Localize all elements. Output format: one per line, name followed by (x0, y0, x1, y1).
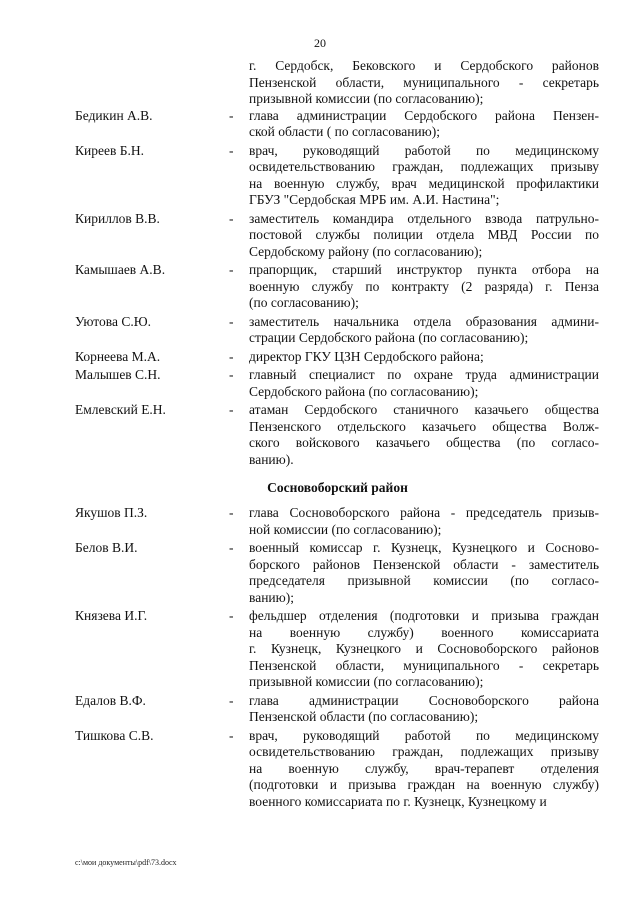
page-number: 20 (314, 36, 326, 50)
member-name: Белов В.И. (75, 540, 138, 555)
text-line: председателя призывной комиссии (по согласо- (249, 573, 599, 588)
text-line: Сердобскому району (по согласованию); (249, 243, 483, 259)
dash-separator: - (229, 505, 234, 520)
text-line: на военную службу, врач медицинской профилактики (249, 175, 599, 191)
text-line: Пензенской области, муниципального - секретарь (249, 657, 599, 673)
text-line: ванию); (249, 589, 294, 605)
member-name: Тишкова С.В. (75, 727, 154, 743)
member-role (249, 693, 599, 726)
dash-separator: - (229, 727, 234, 743)
text-line: врач, руководящий работой по медицинскому (249, 142, 599, 158)
member-role (249, 728, 599, 811)
text-line: атаман Сердобского станичного казачьего общества (249, 402, 599, 417)
text-line: освидетельствованию граждан, подлежащих призыву (249, 744, 599, 759)
text-line: Пензенской области, муниципального - секретарь (249, 74, 599, 90)
document-body (0, 58, 640, 812)
text-line: заместитель командира отдельного взвода патрульно- (249, 210, 599, 226)
member-row (0, 505, 640, 538)
member-role (249, 349, 599, 366)
text-line: на военную службу, врач-терапевт отделения (249, 760, 599, 776)
dash-separator: - (229, 402, 234, 417)
footer-file-path: c:\мои документы\pdf\73.docx (75, 858, 177, 867)
member-row (0, 608, 640, 691)
text-line: военного комиссариата по г. Кузнецк, Кузнецкому и (249, 793, 547, 809)
text-line: ванию). (249, 451, 294, 467)
member-role (249, 608, 599, 691)
text-line: призывной комиссии (по согласованию); (249, 674, 484, 689)
text-line: Пензенского отдельского казачьего общества Волж- (249, 418, 599, 434)
members-list-sosnovoborsk (0, 505, 640, 812)
dash-separator: - (229, 367, 234, 382)
member-name: Князева И.Г. (75, 608, 148, 623)
dash-separator: - (229, 540, 234, 555)
member-role (249, 367, 599, 400)
text-line: страции Сердобского района (по согласованию); (249, 330, 529, 345)
member-name: Корнеева М.А. (75, 348, 161, 364)
member-row (0, 108, 640, 141)
member-name: Бедикин А.В. (75, 107, 153, 123)
dash-separator: - (229, 313, 234, 329)
member-role (249, 540, 599, 606)
text-line: ского войскового казачьего общества (по согласо- (249, 435, 599, 450)
member-row (0, 693, 640, 726)
dash-separator: - (229, 348, 234, 364)
text-line: глава администрации Сосновоборского района (249, 692, 599, 708)
section-heading (0, 480, 640, 496)
member-name: Емлевский Е.Н. (75, 402, 166, 417)
text-line: военный комиссар г. Кузнецк, Кузнецкого и Сосново- (249, 540, 599, 555)
continuation-block (0, 58, 640, 108)
dash-separator: - (229, 142, 234, 158)
member-row (0, 349, 640, 366)
text-line: освидетельствованию граждан, подлежащих призыву (249, 159, 599, 174)
text-line: постовой службы полиции отдела МВД России по (249, 227, 599, 242)
member-row (0, 143, 640, 209)
member-row (0, 211, 640, 261)
text-line: (подготовки и призыва граждан на военную службу) (249, 777, 599, 792)
text-line: врач, руководящий работой по медицинскому (249, 727, 599, 743)
continuation-text (249, 58, 599, 108)
member-role (249, 505, 599, 538)
member-name: Камышаев А.В. (75, 262, 166, 277)
text-line: глава Сосновоборского района - председатель призыв- (249, 505, 599, 520)
member-row (0, 540, 640, 606)
member-row (0, 314, 640, 347)
member-name: Едалов В.Ф. (75, 692, 146, 708)
text-line: фельдшер отделения (подготовки и призыва граждан (249, 608, 599, 623)
member-row (0, 728, 640, 811)
member-name: Малышев С.Н. (75, 367, 161, 382)
member-row (0, 367, 640, 400)
text-line: заместитель начальника отдела образования админи- (249, 313, 599, 329)
dash-separator: - (229, 107, 234, 123)
text-line: борского районов Пензенской области - заместитель (249, 556, 599, 572)
dash-separator: - (229, 608, 234, 623)
text-line: ной комиссии (по согласованию); (249, 521, 442, 537)
dash-separator: - (229, 210, 234, 226)
member-name: Уютова С.Ю. (75, 313, 151, 329)
text-line: ГБУЗ "Сердобская МРБ им. А.И. Настина"; (249, 192, 500, 207)
text-line: г. Кузнецк, Кузнецкого и Сосновоборского районов (249, 641, 599, 656)
member-role (249, 314, 599, 347)
text-line: Сердобского района (по согласованию); (249, 383, 479, 399)
member-role (249, 211, 599, 261)
text-line: г. Сердобск, Бековского и Сердобского районов (249, 58, 599, 73)
text-line: прапорщик, старший инструктор пункта отбора на (249, 262, 599, 277)
member-role (249, 108, 599, 141)
text-line: главный специалист по охране труда администрации (249, 367, 599, 382)
dash-separator: - (229, 262, 234, 277)
text-line: директор ГКУ ЦЗН Сердобского района; (249, 348, 484, 364)
member-name: Кириллов В.В. (75, 210, 160, 226)
member-row (0, 262, 640, 312)
text-line: ской области ( по согласованию); (249, 124, 440, 139)
member-name: Киреев Б.Н. (75, 142, 144, 158)
text-line: военную службу по контракту (2 разряда) г. Пенза (249, 278, 599, 294)
section-heading-text: Сосновоборский район (267, 480, 408, 495)
text-line: на военную службу) военного комиссариата (249, 624, 599, 640)
text-line: призывной комиссии (по согласованию); (249, 91, 484, 106)
text-line: (по согласованию); (249, 295, 359, 310)
dash-separator: - (229, 692, 234, 708)
text-line: Пензенской области (по согласованию); (249, 709, 479, 724)
member-role (249, 402, 599, 468)
member-name: Якушов П.З. (75, 505, 148, 520)
member-row (0, 402, 640, 468)
member-role (249, 262, 599, 312)
text-line: глава администрации Сердобского района Пензен- (249, 107, 599, 123)
members-list-serdobsk (0, 108, 640, 471)
member-role (249, 143, 599, 209)
